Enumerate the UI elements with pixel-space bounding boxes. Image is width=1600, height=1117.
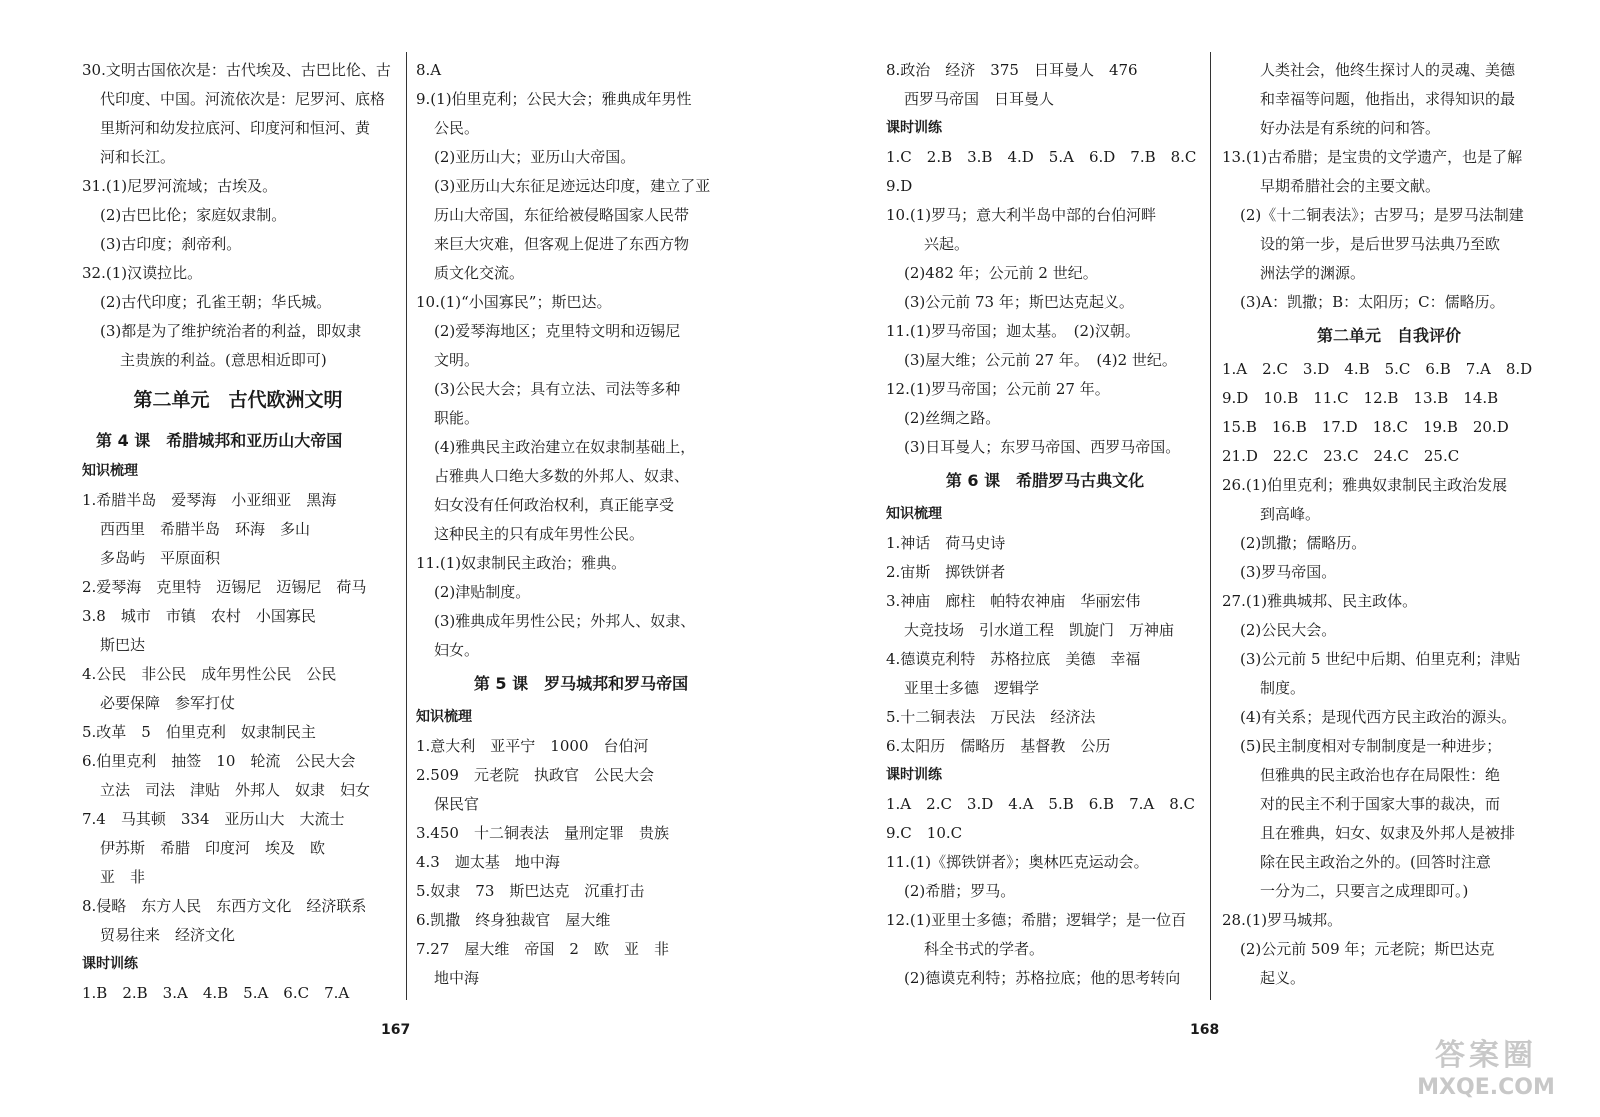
text-line: 伊苏斯 希腊 印度河 埃及 欧 <box>100 839 326 857</box>
text-line: (3)都是为了维护统治者的利益，即奴隶 <box>100 322 362 340</box>
text-line: 到高峰。 <box>1260 505 1321 523</box>
text-line: (3)公元前 5 世纪中后期、伯里克利；津贴 <box>1240 650 1521 668</box>
text-line: 21.D 22.C 23.C 24.C 25.C <box>1222 447 1460 465</box>
text-line: 一分为二，只要言之成理即可。) <box>1260 882 1469 900</box>
text-line: 2.爱琴海 克里特 迈锡尼 迈锡尼 荷马 <box>82 578 367 596</box>
text-line: 9.D 10.B 11.C 12.B 13.B 14.B <box>1222 389 1499 407</box>
text-line: 早期希腊社会的主要文献。 <box>1260 177 1441 195</box>
watermark-title: 答案圈 <box>1435 1038 1537 1073</box>
text-line: (3)亚历山大东征足迹远达印度，建立了亚 <box>434 177 711 195</box>
watermark-logo <box>1388 1038 1584 1110</box>
text-line: 2.宙斯 掷铁饼者 <box>886 563 1006 581</box>
text-line: 多岛屿 平原面积 <box>100 549 221 567</box>
text-line: (2)亚历山大；亚历山大帝国。 <box>434 148 636 166</box>
text-line: 8.侵略 东方人民 东西方文化 经济联系 <box>82 897 367 915</box>
column-2 <box>416 56 746 993</box>
column-1 <box>82 56 394 1008</box>
text-line: 大竞技场 引水道工程 凯旋门 万神庙 <box>904 621 1175 639</box>
text-line: 12.(1)亚里士多德；希腊；逻辑学；是一位百 <box>886 911 1187 929</box>
text-line: (4)有关系；是现代西方民主政治的源头。 <box>1240 708 1517 726</box>
text-line: 职能。 <box>434 409 480 427</box>
text-line: 西罗马帝国 日耳曼人 <box>904 90 1055 108</box>
text-line: (3)公元前 73 年；斯巴达克起义。 <box>904 293 1134 311</box>
text-line: 人类社会，他终生探讨人的灵魂、美德 <box>1260 61 1516 79</box>
page-number-left: 167 <box>381 1022 411 1038</box>
text-line: 且在雅典，妇女、奴隶及外邦人是被排 <box>1260 824 1516 842</box>
text-line: 7.4 马其顿 334 亚历山大 大流士 <box>82 810 345 828</box>
text-line: 27.(1)雅典城邦、民主政体。 <box>1222 592 1418 610</box>
text-line: 起义。 <box>1260 969 1306 987</box>
text-line: 保民官 <box>434 795 480 813</box>
text-line: (2)482 年；公元前 2 世纪。 <box>904 264 1098 282</box>
text-line: (2)希腊；罗马。 <box>904 882 1016 900</box>
text-line: 1.意大利 亚平宁 1000 台伯河 <box>416 737 649 755</box>
text-line: 9.(1)伯里克利；公民大会；雅典成年男性 <box>416 90 692 108</box>
text-line: 26.(1)伯里克利；雅典奴隶制民主政治发展 <box>1222 476 1508 494</box>
text-line: 32.(1)汉谟拉比。 <box>82 264 203 282</box>
text-line: 8.A <box>416 61 442 79</box>
text-line: 科全书式的学者。 <box>924 940 1045 958</box>
text-line: (2)德谟克利特；苏格拉底；他的思考转向 <box>904 969 1181 987</box>
column-divider-right <box>1210 52 1211 1000</box>
text-line: 4.3 迦太基 地中海 <box>416 853 560 871</box>
text-line: 8.政治 经济 375 日耳曼人 476 <box>886 61 1138 79</box>
text-line: 5.改革 5 伯里克利 奴隶制民主 <box>82 723 316 741</box>
text-line: 28.(1)罗马城邦。 <box>1222 911 1343 929</box>
text-line: 1.C 2.B 3.B 4.D 5.A 6.D 7.B 8.C <box>886 148 1197 166</box>
text-line: 河和长江。 <box>100 148 176 166</box>
column-divider-left <box>406 52 407 1000</box>
text-line: (4)雅典民主政治建立在奴隶制基础上， <box>434 438 696 456</box>
text-line: 历山大帝国，东征给被侵略国家人民带 <box>434 206 690 224</box>
text-line: 主贵族的利益。(意思相近即可) <box>120 351 327 369</box>
text-line: 11.(1)奴隶制民主政治；雅典。 <box>416 554 627 572</box>
column-3 <box>886 56 1204 993</box>
column-4 <box>1222 56 1556 993</box>
text-line: 文明。 <box>434 351 480 369</box>
text-line: 妇女。 <box>434 641 480 659</box>
text-line: 公民。 <box>434 119 480 137</box>
section-label: 知识梳理 <box>82 463 138 479</box>
text-line: 31.(1)尼罗河流域；古埃及。 <box>82 177 278 195</box>
text-line: 这种民主的只有成年男性公民。 <box>434 525 645 543</box>
text-line: (3)古印度；刹帝利。 <box>100 235 242 253</box>
text-line: 13.(1)古希腊；是宝贵的文学遗产，也是了解 <box>1222 148 1523 166</box>
text-line: (2)丝绸之路。 <box>904 409 1001 427</box>
text-line: 10.(1)罗马；意大利半岛中部的台伯河畔 <box>886 206 1157 224</box>
text-line: 和幸福等问题，他指出，求得知识的最 <box>1260 90 1516 108</box>
section-label: 课时训练 <box>886 767 942 783</box>
text-line: 贸易往来 经济文化 <box>100 926 236 944</box>
text-line: 斯巴达 <box>100 636 146 654</box>
text-line: (3)罗马帝国。 <box>1240 563 1337 581</box>
text-line: 亚里士多德 逻辑学 <box>904 679 1040 697</box>
text-line: 6.伯里克利 抽签 10 轮流 公民大会 <box>82 752 356 770</box>
text-line: 30.文明古国依次是：古代埃及、古巴比伦、古 <box>82 61 391 79</box>
text-line: 15.B 16.B 17.D 18.C 19.B 20.D <box>1222 418 1509 436</box>
text-line: 除在民主政治之外的。(回答时注意 <box>1260 853 1491 871</box>
lesson-heading: 第 5 课 罗马城邦和罗马帝国 <box>473 674 689 693</box>
unit-heading: 第二单元 古代欧洲文明 <box>133 389 343 411</box>
text-line: 6.凯撒 终身独裁官 屋大维 <box>416 911 611 929</box>
text-line: 里斯河和幼发拉底河、印度河和恒河、黄 <box>100 119 371 137</box>
text-line: 5.十二铜表法 万民法 经济法 <box>886 708 1096 726</box>
section-label: 知识梳理 <box>886 506 942 522</box>
lesson-heading: 第 4 课 希腊城邦和亚历山大帝国 <box>96 431 343 450</box>
section-label: 知识梳理 <box>416 709 472 725</box>
text-line: (2)凯撒；儒略历。 <box>1240 534 1367 552</box>
text-line: 6.太阳历 儒略历 基督教 公历 <box>886 737 1111 755</box>
text-line: 设的第一步，是后世罗马法典乃至欧 <box>1260 235 1501 253</box>
text-line: (3)公民大会；具有立法、司法等多种 <box>434 380 681 398</box>
text-line: (2)公元前 509 年；元老院；斯巴达克 <box>1240 940 1495 958</box>
text-line: 1.希腊半岛 爱琴海 小亚细亚 黑海 <box>82 491 337 509</box>
watermark-url: MXQE.COM <box>1417 1075 1555 1100</box>
text-line: (3)A：凯撒；B：太阳历；C：儒略历。 <box>1240 293 1505 311</box>
page-number-right: 168 <box>1190 1022 1220 1038</box>
text-line: 兴起。 <box>924 235 970 253</box>
text-line: 12.(1)罗马帝国；公元前 27 年。 <box>886 380 1110 398</box>
text-line: 1.神话 荷马史诗 <box>886 534 1006 552</box>
text-line: 亚 非 <box>100 868 146 886</box>
text-line: 3.8 城市 市镇 农村 小国寡民 <box>82 607 316 625</box>
text-line: (2)公民大会。 <box>1240 621 1337 639</box>
text-line: (2)爱琴海地区；克里特文明和迈锡尼 <box>434 322 681 340</box>
text-line: 妇女没有任何政治权利，真正能享受 <box>434 496 675 514</box>
text-line: (2)古巴比伦；家庭奴隶制。 <box>100 206 287 224</box>
text-line: (2)《十二铜表法》；古罗马；是罗马法制建 <box>1240 206 1524 224</box>
text-line: 对的民主不利于国家大事的裁决，而 <box>1260 795 1501 813</box>
text-line: (2)津贴制度。 <box>434 583 531 601</box>
text-line: 但雅典的民主政治也存在局限性：绝 <box>1260 766 1501 784</box>
text-line: 11.(1)《掷铁饼者》；奥林匹克运动会。 <box>886 853 1149 871</box>
text-line: 立法 司法 津贴 外邦人 奴隶 妇女 <box>100 781 371 799</box>
text-line: (2)古代印度；孔雀王朝；华氏城。 <box>100 293 332 311</box>
text-line: 4.德谟克利特 苏格拉底 美德 幸福 <box>886 650 1141 668</box>
text-line: 2.509 元老院 执政官 公民大会 <box>416 766 654 784</box>
text-line: (5)民主制度相对专制制度是一种进步； <box>1240 737 1502 755</box>
text-line: 制度。 <box>1260 679 1306 697</box>
text-line: 代印度、中国。河流依次是：尼罗河、底格 <box>100 90 386 108</box>
text-line: (3)雅典成年男性公民；外邦人、奴隶、 <box>434 612 696 630</box>
text-line: 1.A 2.C 3.D 4.B 5.C 6.B 7.A 8.D <box>1222 360 1533 378</box>
text-line: 1.B 2.B 3.A 4.B 5.A 6.C 7.A <box>82 984 350 1002</box>
text-line: 占雅典人口绝大多数的外邦人、奴隶、 <box>434 467 690 485</box>
text-line: 9.C 10.C <box>886 824 963 842</box>
text-line: 西西里 希腊半岛 环海 多山 <box>100 520 311 538</box>
text-line: 7.27 屋大维 帝国 2 欧 亚 非 <box>416 940 669 958</box>
text-line: 10.(1)“小国寡民”；斯巴达。 <box>416 293 612 311</box>
text-line: 3.神庙 廊柱 帕特农神庙 华丽宏伟 <box>886 592 1141 610</box>
text-line: 洲法学的渊源。 <box>1260 264 1366 282</box>
text-line: 必要保障 参军打仗 <box>100 694 236 712</box>
lesson-heading: 第二单元 自我评价 <box>1316 326 1461 345</box>
text-line: 3.450 十二铜表法 量刑定罪 贵族 <box>416 824 669 842</box>
text-line: 4.公民 非公民 成年男性公民 公民 <box>82 665 337 683</box>
text-line: 好办法是有系统的问和答。 <box>1260 119 1441 137</box>
text-line: (3)日耳曼人；东罗马帝国、西罗马帝国。 <box>904 438 1181 456</box>
text-line: 质文化交流。 <box>434 264 525 282</box>
text-line: 9.D <box>886 177 913 195</box>
text-line: 5.奴隶 73 斯巴达克 沉重打击 <box>416 882 645 900</box>
section-label: 课时训练 <box>82 956 138 972</box>
section-label: 课时训练 <box>886 120 942 136</box>
text-line: (3)屋大维；公元前 27 年。 (4)2 世纪。 <box>904 351 1177 369</box>
text-line: 来巨大灾难，但客观上促进了东西方物 <box>434 235 690 253</box>
lesson-heading: 第 6 课 希腊罗马古典文化 <box>945 471 1145 490</box>
text-line: 1.A 2.C 3.D 4.A 5.B 6.B 7.A 8.C <box>886 795 1196 813</box>
text-line: 11.(1)罗马帝国；迦太基。 (2)汉朝。 <box>886 322 1140 340</box>
text-line: 地中海 <box>434 969 480 987</box>
